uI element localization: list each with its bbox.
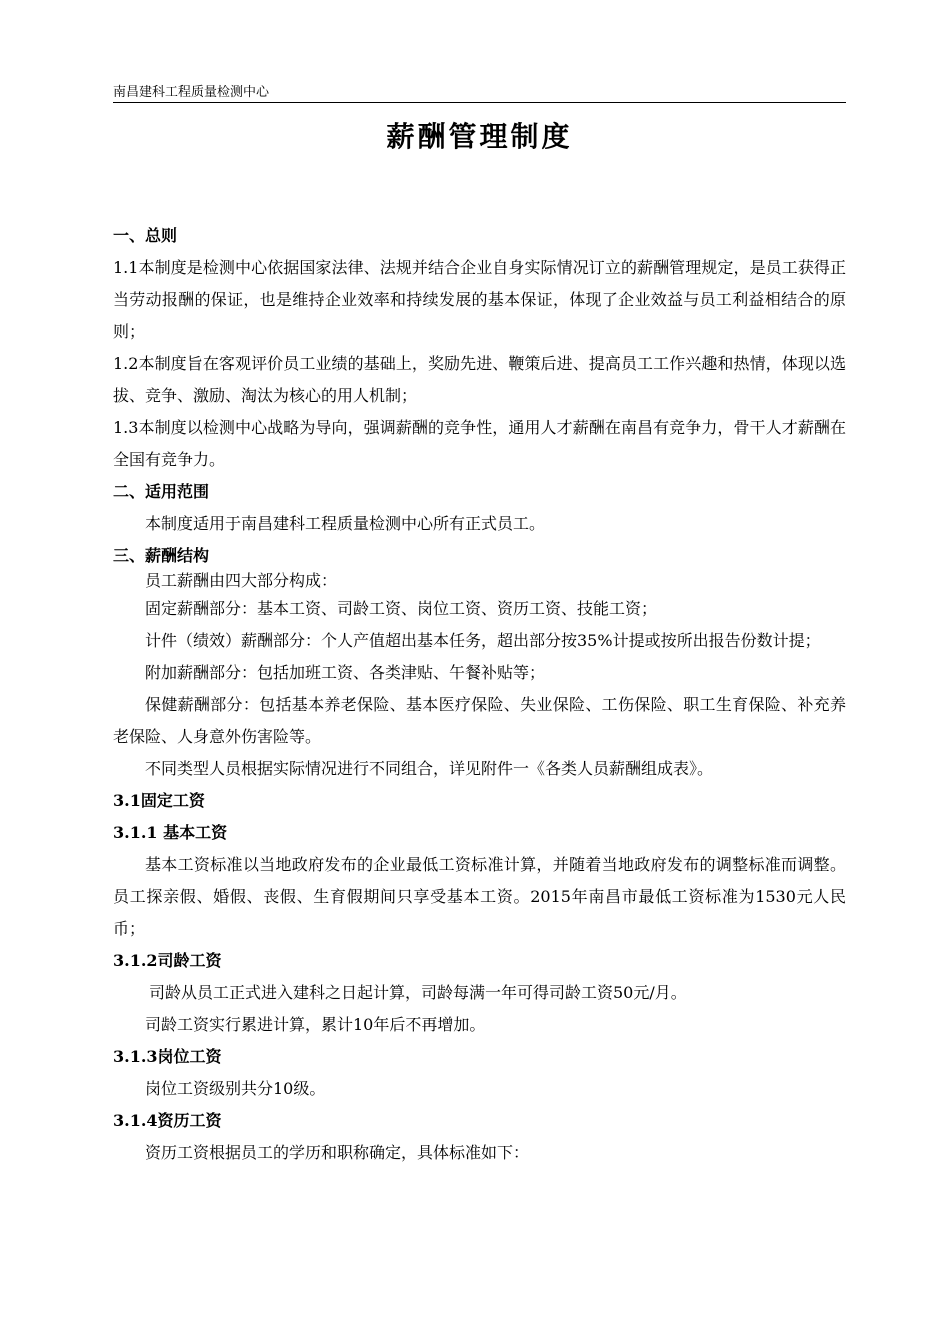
subsection-heading-3-1: 3.1固定工资 (113, 791, 205, 810)
clause-1-3: 1.3本制度以检测中心战略为导向，强调薪酬的竞争性，通用人才薪酬在南昌有竞争力，骨干人才薪酬在全国有竞争力。 (113, 418, 846, 469)
structure-intro: 员工薪酬由四大部分构成： (145, 571, 338, 590)
section-heading-scope: 二、适用范围 (113, 482, 210, 501)
clause-1-2: 1.2本制度旨在客观评价员工业绩的基础上，奖励先进、鞭策后进、提高员工工作兴趣和热情，体现以选拔、竞争、激励、淘汰为核心的用人机制； (113, 354, 846, 405)
subsection-heading-3-1-4: 3.1.4资历工资 (113, 1111, 222, 1130)
subsection-heading-3-1-3: 3.1.3岗位工资 (113, 1047, 222, 1066)
structure-combination: 不同类型人员根据实际情况进行不同组合，详见附件一《各类人员薪酬组成表》。 (145, 759, 714, 778)
subsection-heading-3-1-1: 3.1.1 基本工资 (113, 823, 228, 842)
qualification-salary-text: 资历工资根据员工的学历和职称确定，具体标准如下： (145, 1143, 530, 1162)
scope-text: 本制度适用于南昌建科工程质量检测中心所有正式员工。 (145, 514, 546, 533)
seniority-text-1: 司龄从员工正式进入建科之日起计算，司龄每满一年可得司龄工资50元/月。 (149, 983, 687, 1002)
subsection-heading-3-1-2: 3.1.2司龄工资 (113, 951, 222, 970)
seniority-text-2: 司龄工资实行累进计算，累计10年后不再增加。 (145, 1015, 486, 1034)
position-salary-text: 岗位工资级别共分10级。 (145, 1079, 326, 1098)
structure-health: 保健薪酬部分：包括基本养老保险、基本医疗保险、失业保险、工伤保险、职工生育保险、补充养老保险、人身意外伤害险等。 (113, 695, 846, 746)
structure-piece: 计件（绩效）薪酬部分：个人产值超出基本任务，超出部分按35%计提或按所出报告份数计提； (145, 631, 821, 650)
section-heading-structure: 三、薪酬结构 (113, 546, 210, 565)
structure-extra: 附加薪酬部分：包括加班工资、各类津贴、午餐补贴等； (145, 663, 546, 682)
page-header (113, 84, 846, 103)
header-org-name: 南昌建科工程质量检测中心 (113, 85, 270, 100)
structure-fixed: 固定薪酬部分：基本工资、司龄工资、岗位工资、资历工资、技能工资； (145, 599, 658, 618)
document-title: 薪酬管理制度 (386, 120, 573, 153)
section-heading-general: 一、总则 (113, 226, 178, 245)
document-body (113, 220, 846, 1169)
basic-salary-text: 基本工资标准以当地政府发布的企业最低工资标准计算，并随着当地政府发布的调整标准而调整。员工探亲假、婚假、丧假、生育假期间只享受基本工资。2015年南昌市最低工资标准为1530元人民币； (113, 855, 846, 938)
clause-1-1: 1.1本制度是检测中心依据国家法律、法规并结合企业自身实际情况订立的薪酬管理规定，是员工获得正当劳动报酬的保证，也是维持企业效率和持续发展的基本保证，体现了企业效益与员工利益相结合的原则； (113, 258, 846, 341)
